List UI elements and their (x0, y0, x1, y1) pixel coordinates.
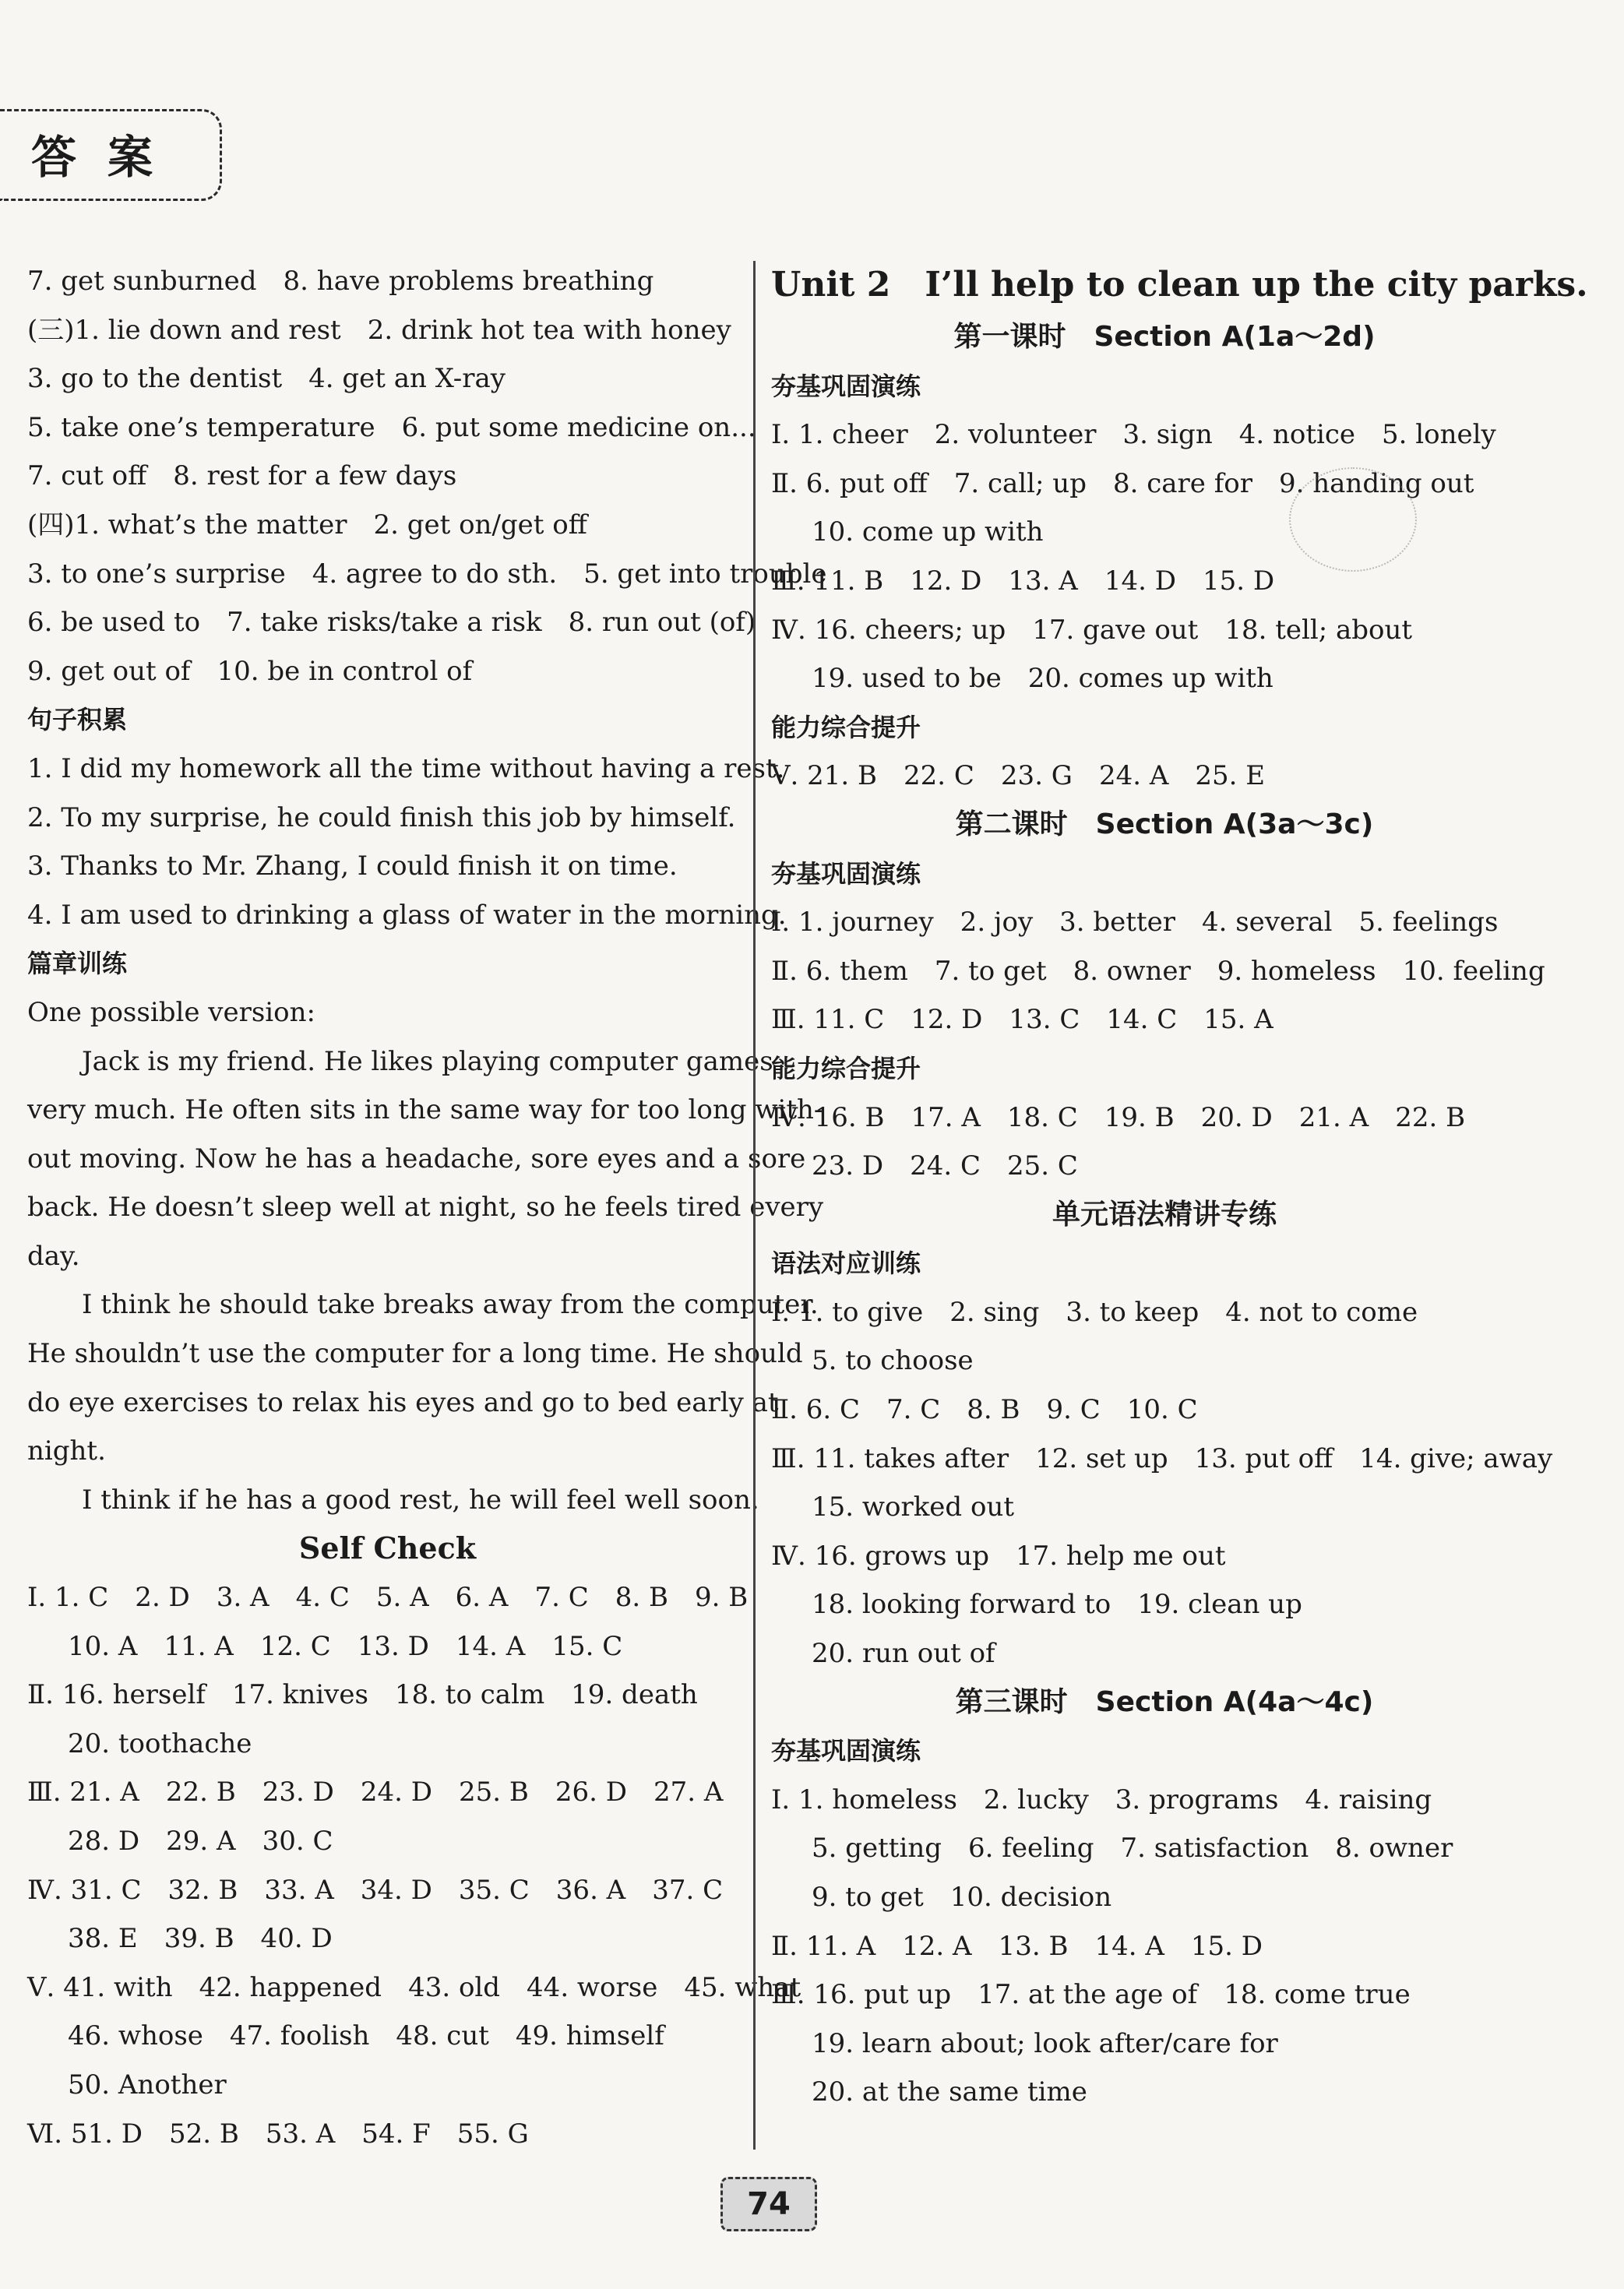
page-number: 74 (720, 2177, 817, 2231)
page-title: 答案 (31, 131, 185, 184)
left-line: 50. Another (68, 2069, 227, 2101)
left-line: Self Check (298, 1530, 477, 1566)
left-line: Ⅲ. 21. A 22. B 23. D 24. D 25. B 26. D 27. A (27, 1777, 724, 1808)
left-line: 7. get sunburned 8. have problems breathing (27, 266, 654, 297)
left-line: 28. D 29. A 30. C (68, 1826, 333, 1857)
left-line: 46. whose 47. foolish 48. cut 49. himself (68, 2020, 664, 2052)
right-line: 第三课时 Section A(4a～4c) (955, 1685, 1374, 1718)
left-line: 句子积累 (27, 705, 128, 735)
right-line: Ⅲ. 16. put up 17. at the age of 18. come true (771, 1979, 1411, 2011)
left-line: out moving. Now he has a headache, sore eyes and a sore (27, 1143, 806, 1174)
right-line: 20. run out of (812, 1638, 995, 1670)
right-line: Ⅲ. 11. C 12. D 13. C 14. C 15. A (771, 1004, 1273, 1036)
left-line: (四)1. what’s the matter 2. get on/get off (27, 509, 587, 541)
left-line: Jack is my friend. He likes playing computer games (82, 1045, 773, 1077)
left-line: do eye exercises to relax his eyes and go to bed early at (27, 1386, 779, 1418)
left-column (27, 257, 827, 2158)
right-line: 5. getting 6. feeling 7. satisfaction 8. owner (812, 1833, 1453, 1865)
left-line: Ⅰ. 1. C 2. D 3. A 4. C 5. A 6. A 7. C 8. B 9. B (27, 1582, 749, 1614)
right-line: 19. used to be 20. comes up with (812, 663, 1273, 695)
right-line: Ⅴ. 21. B 22. C 23. G 24. A 25. E (771, 760, 1266, 792)
left-line: night. (27, 1435, 106, 1467)
right-line: 夯基巩固演练 (771, 1736, 921, 1766)
right-line: Ⅰ. 1. cheer 2. volunteer 3. sign 4. notice 5. lonely (771, 419, 1496, 451)
right-line: 15. worked out (812, 1491, 1015, 1523)
right-line: 第一课时 Section A(1a～2d) (953, 321, 1376, 353)
right-line: 10. come up with (812, 516, 1044, 548)
left-line: 9. get out of 10. be in control of (27, 655, 473, 687)
right-line: Unit 2 I’ll help to clean up the city parks. (771, 265, 1588, 305)
left-line: 10. A 11. A 12. C 13. D 14. A 15. C (68, 1630, 623, 1662)
right-line: Ⅱ. 11. A 12. A 13. B 14. A 15. D (771, 1930, 1263, 1962)
left-line: 2. To my surprise, he could finish this job by himself. (27, 801, 736, 833)
right-line: Ⅲ. 11. takes after 12. set up 13. put off 14. give; away (771, 1442, 1553, 1474)
left-line: day. (27, 1240, 80, 1272)
right-line: 第二课时 Section A(3a～3c) (955, 808, 1374, 840)
left-line: He shouldn’t use the computer for a long time. He should (27, 1338, 803, 1370)
left-line: I think he should take breaks away from the computer. (82, 1289, 819, 1321)
left-line: 5. take one’s temperature 6. put some medicine on... (27, 411, 756, 443)
left-line: Ⅱ. 16. herself 17. knives 18. to calm 19. death (27, 1679, 698, 1711)
right-line: 能力综合提升 (771, 712, 921, 742)
right-line: 夯基巩固演练 (771, 858, 921, 889)
left-line: (三)1. lie down and rest 2. drink hot tea with honey (27, 314, 731, 346)
right-line: 5. to choose (812, 1345, 974, 1377)
right-line: 18. looking forward to 19. clean up (812, 1589, 1302, 1621)
left-line: Ⅳ. 31. C 32. B 33. A 34. D 35. C 36. A 37. C (27, 1874, 724, 1906)
left-line: I think if he has a good rest, he will feel well soon. (82, 1484, 759, 1516)
right-line: 能力综合提升 (771, 1053, 921, 1083)
left-line: very much. He often sits in the same way for too long with- (27, 1094, 823, 1126)
right-line: 9. to get 10. decision (812, 1882, 1112, 1913)
left-line: 3. to one’s surprise 4. agree to do sth. 5. get into trouble (27, 558, 827, 590)
left-line: 6. be used to 7. take risks/take a risk 8. run out (of) (27, 607, 756, 639)
left-line: 篇章训练 (27, 949, 128, 979)
right-line: Ⅱ. 6. C 7. C 8. B 9. C 10. C (771, 1394, 1198, 1426)
left-line: back. He doesn’t sleep well at night, so he feels tired every (27, 1192, 824, 1224)
right-column (771, 257, 1588, 2117)
right-line: 23. D 24. C 25. C (812, 1150, 1078, 1182)
right-line: 单元语法精讲专练 (1052, 1198, 1277, 1231)
left-line: Ⅵ. 51. D 52. B 53. A 54. F 55. G (27, 2118, 529, 2150)
left-line: 1. I did my homework all the time without having a rest. (27, 752, 785, 784)
right-line: 夯基巩固演练 (771, 371, 921, 401)
right-line: Ⅳ. 16. cheers; up 17. gave out 18. tell; about (771, 614, 1413, 646)
left-line: 3. Thanks to Mr. Zhang, I could finish it on time. (27, 850, 678, 882)
left-line: 4. I am used to drinking a glass of water in the morning. (27, 899, 787, 931)
right-line: 20. at the same time (812, 2076, 1087, 2108)
right-line: Ⅱ. 6. them 7. to get 8. owner 9. homeless 10. feeling (771, 955, 1545, 987)
right-line: Ⅲ. 11. B 12. D 13. A 14. D 15. D (771, 565, 1275, 597)
right-line: Ⅱ. 6. put off 7. call; up 8. care for 9. handing out (771, 467, 1474, 499)
right-line: Ⅳ. 16. grows up 17. help me out (771, 1540, 1226, 1572)
left-line: 38. E 39. B 40. D (68, 1923, 333, 1955)
right-line: Ⅰ. 1. homeless 2. lucky 3. programs 4. raising (771, 1784, 1432, 1815)
left-line: One possible version: (27, 996, 315, 1028)
left-line: 7. cut off 8. rest for a few days (27, 460, 457, 492)
right-line: 19. learn about; look after/care for (812, 2027, 1278, 2059)
watermark-stamp (1289, 467, 1417, 572)
left-line: 20. toothache (68, 1727, 252, 1759)
right-line: Ⅰ. 1. to give 2. sing 3. to keep 4. not to come (771, 1296, 1418, 1328)
column-divider (753, 261, 756, 2150)
right-line: Ⅳ. 16. B 17. A 18. C 19. B 20. D 21. A 22. B (771, 1101, 1466, 1133)
right-line: 语法对应训练 (771, 1248, 921, 1279)
right-line: Ⅰ. 1. journey 2. joy 3. better 4. several 5. feelings (771, 907, 1499, 938)
left-line: Ⅴ. 41. with 42. happened 43. old 44. worse 45. what (27, 1971, 801, 2003)
left-line: 3. go to the dentist 4. get an X-ray (27, 363, 506, 395)
